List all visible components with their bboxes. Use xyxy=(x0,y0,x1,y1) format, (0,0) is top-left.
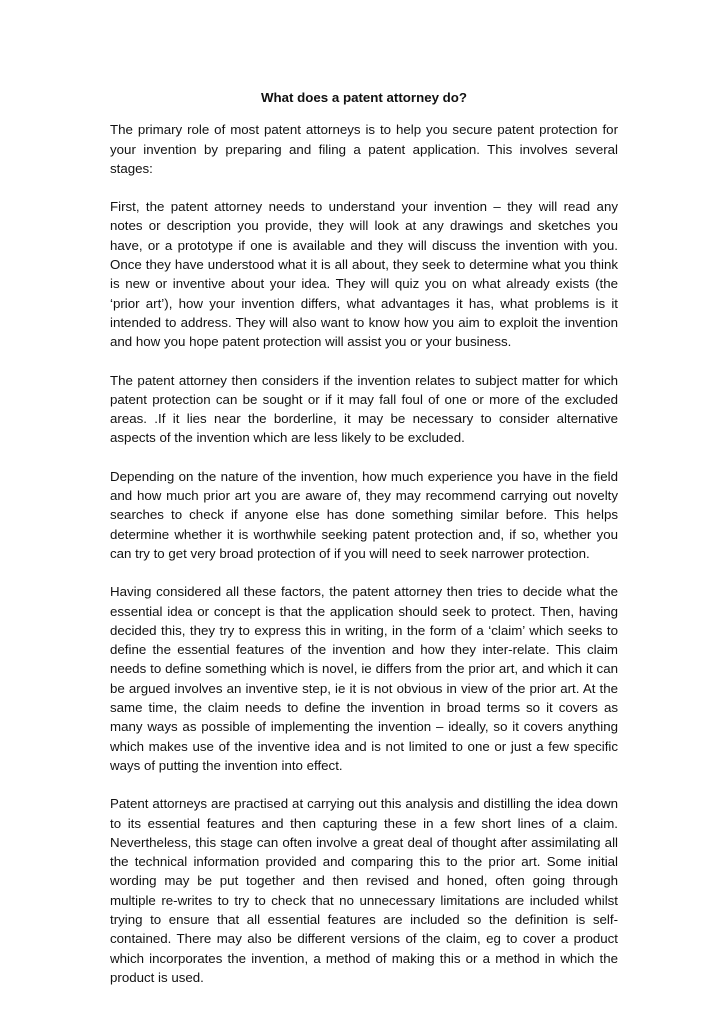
paragraph-subject-matter: The patent attorney then considers if the invention relates to subject matter for which patent protection can be sought or if it may fall foul of one or more of the excluded areas. .If it lies near the borderline, it may be necessary to consider alternative aspects of the invention which are less likely to be excluded. xyxy=(110,372,618,446)
document-title: What does a patent attorney do? xyxy=(260,90,468,105)
paragraph-claim-drafting: Patent attorneys are practised at carrying out this analysis and distilling the idea down to its essential features and then capturing these in a few short lines of a claim. Nevertheless, this stage can often involve a great deal of thought after assimilating all the technical information provided and comparing this to the prior art. Some initial wording may be put together and then revised and honed, often going through multiple re-writes to try to check that no unnecessary limitations are included whilst trying to ensure that all essential features are included so the definition is self-contained. There may also be different versions of the claim, eg to cover a product which incorporates the invention, a method of making this or a method in which the product is used. xyxy=(110,796,618,985)
paragraph-understand-invention: First, the patent attorney needs to understand your invention – they will read any notes or description you provide, they will look at any drawings and sketches you have, or a prototype if one is available and they will discuss the invention with you. Once they have understood what it is all about, they seek to determine what you think is new or inventive about your idea. They will quiz you on what already exists (the ‘prior art’), how your invention differs, what advantages it has, what problems is it intended to address. They will also want to know how you aim to exploit the invention and how you hope patent protection will assist you or your business. xyxy=(110,199,618,350)
paragraph-claim-definition: Having considered all these factors, the patent attorney then tries to decide what the essential idea or concept is that the application should seek to protect. Then, having decided this, they try to express this in writing, in the form of a ‘claim’ which seeks to define the essential features of the invention and how they inter-relate. This claim needs to define something which is novel, ie differs from the prior art, and which it can be argued involves an inventive step, ie it is not obvious in view of the prior art. At the same time, the claim needs to define the invention in broad terms so it covers as many ways as possible of implementing the invention – ideally, so it covers anything which makes use of the inventive idea and is not limited to one or just a few specific ways of putting the invention into effect. xyxy=(110,584,618,773)
paragraph-novelty-search: Depending on the nature of the invention, how much experience you have in the field and how much prior art you are aware of, they may recommend carrying out novelty searches to check if anyone else has done something similar before. This helps determine whether it is worthwhile seeking patent protection and, if so, whether you can try to get very broad protection of if you will need to seek narrower protection. xyxy=(110,468,618,561)
document-body xyxy=(110,88,618,1006)
paragraph-intro: The primary role of most patent attorneys is to help you secure patent protection for your invention by preparing and filing a patent application. This involves several stages: xyxy=(110,122,618,176)
